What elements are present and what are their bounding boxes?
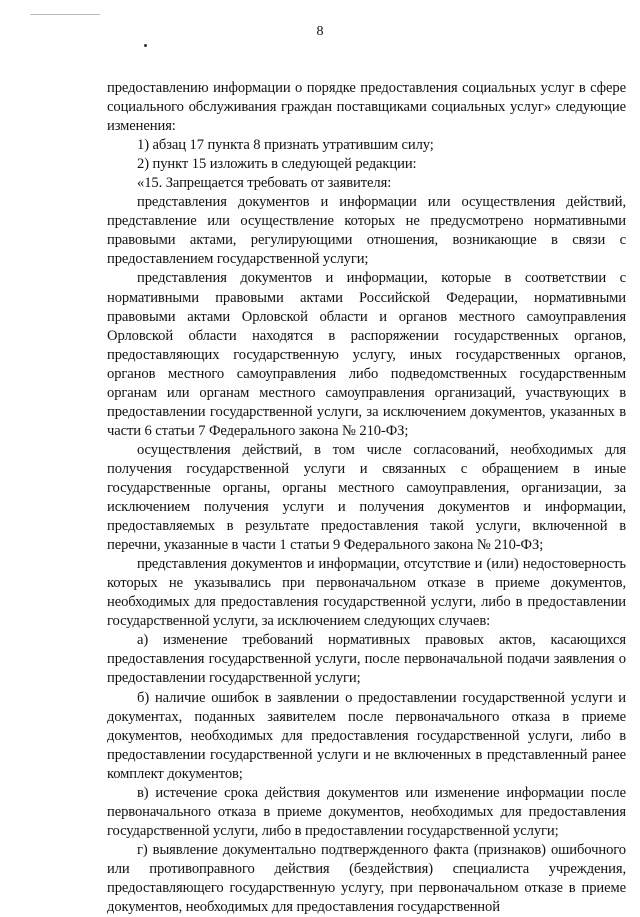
scan-dot-mark (144, 44, 147, 47)
document-body (107, 79, 626, 917)
scan-top-line (30, 14, 100, 15)
paragraph: представления документов и информации или осуществления действий, представление или осуществление которых не предусмотрено нормативными правовыми актами, регулирующими отношения, возникающие в связи с предоставлением государственной услуги; (107, 194, 626, 268)
page-number: 8 (316, 24, 324, 39)
paragraph-case-b: б) наличие ошибок в заявлении о предоставлении государственной услуги и документах, поданных заявителем после первоначального отказа в приеме документов, необходимых для предоставления государственной услуги, либо в предоставлении государственной услуги и не включенных в представленный ранее комплект документов; (107, 689, 626, 782)
paragraph: представления документов и информации, которые в соответствии с нормативными правовыми актами Российской Федерации, нормативными правовыми актами Орловской области и органов местного самоуправления Орловской области находятся в распоряжении государственных органов, предоставляющих государственную услугу, иных государственных органов, органов местного самоуправления либо подведомственных государственным органам или органам местного самоуправления организаций, участвующих в предоставлении государственной услуги, за исключением документов, указанных в части 6 статьи 7 Федерального закона № 210-ФЗ; (107, 270, 626, 439)
paragraph-case-a: а) изменение требований нормативных правовых актов, касающихся предоставления государственной услуги, после первоначальной подачи заявления о предоставлении государственной услуги; (107, 632, 626, 687)
paragraph-case-g: г) выявление документально подтвержденного факта (признаков) ошибочного или противоправного действия (бездействия) специалиста учреждения, предоставляющего государственную услугу, при первоначальном отказе в приеме документов, необходимых для предоставления государственной (107, 841, 626, 916)
paragraph-item-1: 1) абзац 17 пункта 8 признать утратившим силу; (137, 137, 434, 154)
paragraph: осуществления действий, в том числе согласований, необходимых для получения государственной услуги и связанных с обращением в иные государственные органы, органы местного самоуправления, организации, за исключением получения услуги и получения документов и информации, предоставляемых в результате предоставления такой услуги, включенной в перечни, указанные в части 1 статьи 9 Федерального закона № 210-ФЗ; (107, 441, 626, 554)
paragraph-clause-15: «15. Запрещается требовать от заявителя: (137, 175, 392, 192)
paragraph-item-2: 2) пункт 15 изложить в следующей редакции: (137, 156, 417, 173)
paragraph-case-v: в) истечение срока действия документов или изменение информации после первоначального отказа в приеме документов, необходимых для предоставления государственной услуги, либо в предоставлении государственной услуги; (107, 784, 626, 839)
paragraph-intro: предоставлению информации о порядке предоставления социальных услуг в сфере социального обслуживания граждан поставщиками социальных услуг» следующие изменения: (107, 80, 626, 135)
paragraph: представления документов и информации, отсутствие и (или) недостоверность которых не указывались при первоначальном отказе в приеме документов, необходимых для предоставления государственной услуги, либо в предоставлении государственной услуги, за исключением следующих случаев: (107, 556, 626, 630)
